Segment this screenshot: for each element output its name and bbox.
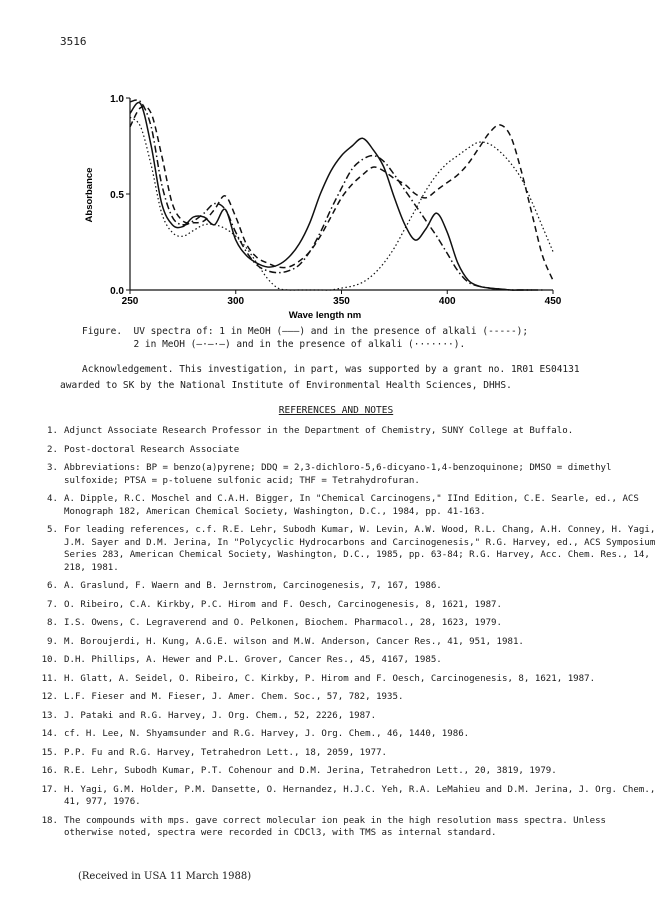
uv-spectra-chart: [84, 85, 585, 321]
reference-item: [28, 493, 658, 518]
reference-item: [28, 747, 658, 760]
reference-item: [28, 599, 658, 612]
reference-item: [28, 444, 658, 457]
reference-item: [28, 728, 658, 741]
reference-number: 6.: [47, 581, 58, 591]
series-line-dotted: [130, 117, 553, 290]
reference-item: [28, 691, 658, 704]
series-line-dashed: [130, 106, 553, 280]
series-line-solid: [130, 102, 532, 290]
reference-item: [28, 784, 658, 809]
reference-number: 1.: [47, 426, 58, 436]
x-tick-label: 250: [121, 296, 139, 307]
reference-number: 2.: [47, 444, 58, 455]
x-tick-label: 450: [544, 296, 562, 307]
reference-text: O. Ribeiro, C.A. Kirkby, P.C. Hirom and F. Oesch, Carcinogenesis, 8, 1621, 1987.: [64, 599, 502, 610]
reference-number: 3.: [47, 463, 58, 473]
reference-number: 4.: [47, 494, 58, 504]
reference-text: D.H. Phillips, A. Hewer and P.L. Grover, Cancer Res., 45, 4167, 1985.: [64, 655, 442, 665]
reference-item: [28, 580, 658, 593]
reference-item: [28, 765, 658, 778]
x-tick-label: 400: [438, 296, 456, 307]
reference-number: 8.: [47, 618, 58, 628]
reference-text: Post-doctoral Research Associate: [64, 444, 240, 455]
reference-item: [28, 524, 658, 574]
reference-text: cf. H. Lee, N. Shyamsunder and R.G. Harvey, J. Org. Chem., 46, 1440, 1986.: [64, 729, 470, 739]
reference-text: P.P. Fu and R.G. Harvey, Tetrahedron Lett., 18, 2059, 1977.: [64, 747, 388, 758]
reference-number: 9.: [47, 636, 58, 647]
reference-text: H. Yagi, G.M. Holder, P.M. Dansette, O. Hernandez, H.J.C. Yeh, R.A. LeMahieu and D.M. Jerina, J. Org. Chem., 41, 977, 1976.: [64, 784, 656, 807]
reference-item: [28, 654, 658, 667]
reference-number: 7.: [47, 599, 58, 610]
reference-text: L.F. Fieser and M. Fieser, J. Amer. Chem. Soc., 57, 782, 1935.: [64, 692, 404, 702]
received-date: (Received in USA 11 March 1988): [78, 871, 252, 882]
y-tick-label: 0.5: [110, 190, 124, 201]
y-tick-label: 1.0: [110, 94, 124, 105]
x-axis-label: Wave length nm: [288, 310, 362, 321]
reference-item: [28, 425, 658, 438]
x-tick-label: 350: [333, 296, 350, 307]
series-line-dash-dot: [130, 100, 542, 290]
figure-caption-line-1: Figure. UV spectra of: 1 in MeOH (———) and in the presence of alkali (-----);: [82, 326, 529, 337]
reference-text: For leading references, c.f. R.E. Lehr, Subodh Kumar, W. Levin, A.W. Wood, R.L. Chang, A.H. Conney, H. Yagi, J.M. Sayer and D.M. Jerina, In "Polycyclic Hydrocarbons and Carcinogenesis," R.G. Harvey, ed., ACS Symposium Series 283, American Chemical Society, Washington, D.C., 1985, pp. 63-84; R.G. Harvey, Acc. Chem. Res., 14, 218, 1981.: [64, 525, 656, 573]
reference-text: J. Pataki and R.G. Harvey, J. Org. Chem., 52, 2226, 1987.: [64, 710, 377, 721]
reference-text: A. Graslund, F. Waern and B. Jernstrom, Carcinogenesis, 7, 167, 1986.: [64, 581, 442, 591]
reference-text: I.S. Owens, C. Legraverend and O. Pelkonen, Biochem. Pharmacol., 28, 1623, 1979.: [64, 618, 502, 628]
reference-number: 13.: [41, 710, 58, 721]
chart-series: [130, 100, 553, 290]
references-heading: REFERENCES AND NOTES: [278, 405, 394, 416]
reference-number: 10.: [41, 655, 58, 665]
chart-axes: [130, 98, 553, 290]
reference-text: Adjunct Associate Research Professor in the Department of Chemistry, SUNY College at Buffalo.: [64, 426, 574, 436]
reference-item: [28, 710, 658, 723]
reference-number: 5.: [47, 525, 58, 535]
acknowledgement-line-2: awarded to SK by the National Institute of Environmental Health Sciences, DHHS.: [60, 380, 512, 391]
reference-item: [28, 673, 658, 686]
references-list: [28, 425, 658, 846]
reference-number: 17.: [41, 784, 58, 795]
reference-text: Abbreviations: BP = benzo(a)pyrene; DDQ = 2,3-dichloro-5,6-dicyano-1,4-benzoquinone; DMSO = dimethyl sulfoxide; PTSA = p-toluene sulfonic acid; THF = Tetrahydrofuran.: [64, 463, 612, 486]
reference-text: M. Boroujerdi, H. Kung, A.G.E. wilson and M.W. Anderson, Cancer Res., 41, 951, 1981.: [64, 636, 524, 647]
reference-number: 18.: [41, 815, 58, 826]
reference-number: 11.: [41, 673, 58, 684]
reference-number: 14.: [41, 729, 58, 739]
reference-item: [28, 815, 658, 840]
figure-caption-line-2: 2 in MeOH (—·—·—) and in the presence of alkali (·······).: [82, 339, 466, 350]
reference-number: 12.: [41, 692, 58, 702]
x-tick-label: 300: [227, 296, 245, 307]
reference-number: 15.: [41, 747, 58, 758]
acknowledgement-line-1: Acknowledgement. This investigation, in part, was supported by a grant no. 1R01 ES04131: [82, 364, 580, 375]
reference-text: A. Dipple, R.C. Moschel and C.A.H. Bigger, In "Chemical Carcinogens," IInd Edition, C.E. Searle, ed., ACS Monograph 182, American Chemical Society, Washington, D.C., 1984, pp. 41-163.: [64, 494, 639, 517]
reference-text: R.E. Lehr, Subodh Kumar, P.T. Cohenour and D.M. Jerina, Tetrahedron Lett., 20, 3819, 1979.: [64, 766, 557, 776]
reference-item: [28, 636, 658, 649]
y-axis-label: Absorbance: [84, 167, 95, 223]
reference-number: 16.: [41, 766, 58, 776]
reference-item: [28, 462, 658, 487]
y-tick-label: 0.0: [110, 286, 124, 297]
reference-item: [28, 617, 658, 630]
page-number: 3516: [60, 35, 87, 48]
reference-text: H. Glatt, A. Seidel, O. Ribeiro, C. Kirkby, P. Hirom and F. Oesch, Carcinogenesis, 8, 1621, 1987.: [64, 673, 596, 684]
reference-text: The compounds with mps. gave correct molecular ion peak in the high resolution mass spectra. Unless otherwise noted, spectra were recorded in CDCl3, with TMS as internal standard.: [64, 815, 607, 838]
